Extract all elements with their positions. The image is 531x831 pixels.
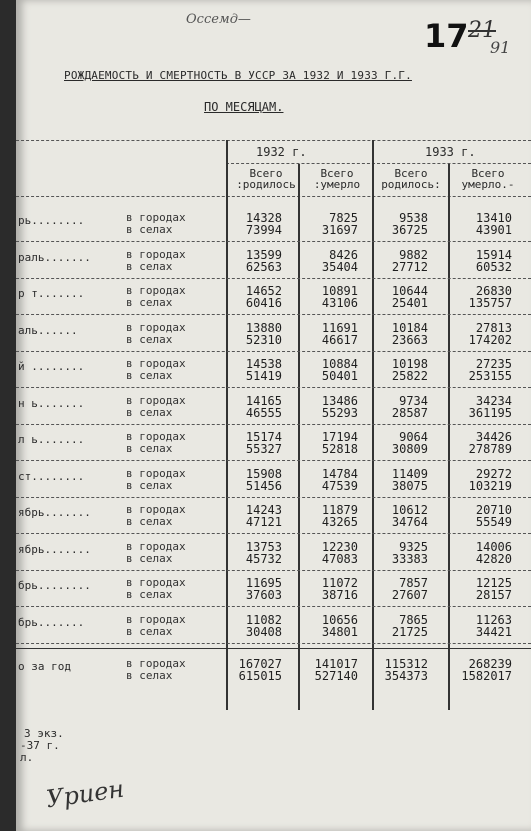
value-rural: 278789: [468, 442, 512, 456]
value-rural: 43901: [475, 223, 512, 237]
row-rule: [16, 241, 531, 242]
value-urban: 14652: [245, 284, 282, 298]
value-rural: 361195: [468, 405, 512, 420]
rural-label: в селах: [126, 332, 173, 346]
value-urban: 14243: [245, 503, 282, 517]
value-urban: 11879: [321, 503, 358, 517]
rural-label: в селах: [126, 259, 173, 273]
urban-label: в городах: [126, 612, 186, 626]
value-urban: 10884: [321, 357, 358, 371]
row-rule: [16, 314, 531, 315]
value-urban: 14328: [245, 211, 282, 225]
header-bottom-rule: [16, 196, 531, 197]
rural-label: в селах: [126, 223, 173, 236]
value-urban: 15174: [245, 430, 282, 444]
row-rule: [16, 460, 531, 461]
value-rural: 52310: [245, 332, 282, 347]
struck-sheet-number: 21: [468, 18, 496, 43]
row-rule: [16, 533, 531, 534]
value-urban: 12230: [321, 539, 358, 554]
value-rural: 55293: [321, 405, 358, 420]
value-urban: 10612: [391, 503, 428, 517]
document-title: РОЖДАЕМОСТЬ И СМЕРТНОСТЬ В УССР ЗА 1932 И 1933 Г.Г.: [64, 69, 412, 82]
value-rural: 50401: [321, 369, 358, 383]
value-urban: 14784: [321, 466, 358, 481]
value-rural: 21725: [391, 624, 428, 639]
value-rural: 45732: [245, 551, 282, 566]
value-rural: 73994: [245, 223, 282, 237]
value-rural: 52818: [321, 442, 358, 456]
urban-label: в городах: [126, 430, 186, 443]
value-urban: 15908: [245, 466, 282, 481]
value-rural: 174202: [468, 332, 512, 347]
rural-label: в селах: [126, 515, 173, 528]
value-rural: 34764: [391, 515, 428, 529]
value-urban: 27235: [475, 357, 512, 371]
value-rural: 33383: [391, 551, 428, 566]
value-urban: 10644: [391, 284, 428, 298]
value-rural: 25401: [391, 296, 428, 310]
value-urban: 11072: [321, 576, 358, 590]
value-rural: 30809: [391, 442, 428, 456]
urban-label: в городах: [126, 657, 186, 670]
value-rural: 37603: [245, 588, 282, 602]
month-label: л ь.......: [18, 433, 85, 446]
month-label: й ........: [18, 360, 85, 373]
value-rural: 31697: [321, 223, 358, 237]
value-urban: 9325: [399, 539, 428, 554]
value-rural: 55327: [245, 442, 282, 456]
urban-label: в городах: [126, 320, 186, 334]
value-urban: 167027: [238, 657, 282, 671]
year-1932: 1932 г.: [256, 145, 307, 159]
value-urban: 13753: [245, 539, 282, 554]
old-sheet-number: 91: [490, 38, 511, 57]
archive-page: [16, 0, 531, 831]
year-rule: [226, 163, 531, 164]
month-label: р т.......: [18, 287, 85, 300]
value-rural: 354373: [384, 669, 428, 683]
value-urban: 27813: [475, 320, 512, 335]
rural-label: в селах: [126, 369, 173, 382]
month-label: о за год: [18, 660, 71, 673]
value-urban: 9064: [399, 430, 428, 444]
rural-label: в селах: [126, 296, 173, 309]
value-urban: 11695: [245, 576, 282, 590]
month-label: ст........: [18, 469, 85, 483]
value-rural: 35404: [321, 259, 358, 274]
value-rural: 46555: [245, 405, 282, 420]
footer-line: 3 экз.: [24, 727, 64, 740]
col-header-deaths-1932: Всего :умерло: [313, 167, 361, 191]
value-urban: 10184: [391, 320, 428, 335]
value-rural: 103219: [468, 478, 512, 493]
rural-label: в селах: [126, 442, 173, 455]
signature: Уриен: [44, 774, 126, 814]
value-urban: 13486: [321, 393, 358, 408]
value-rural: 51419: [245, 369, 282, 383]
value-urban: 11691: [321, 320, 358, 335]
value-urban: 11409: [391, 466, 428, 481]
table-top-rule: [16, 140, 531, 141]
value-urban: 10198: [391, 357, 428, 371]
urban-label: в городах: [126, 393, 186, 407]
value-urban: 11263: [475, 612, 512, 627]
value-urban: 13880: [245, 320, 282, 335]
value-urban: 8426: [329, 247, 358, 262]
urban-label: в городах: [126, 211, 186, 224]
value-rural: 27712: [391, 259, 428, 274]
footer-line: -37 г.: [20, 739, 60, 752]
month-label: брь........: [18, 579, 91, 592]
value-rural: 55549: [475, 515, 512, 529]
row-rule: [16, 643, 531, 644]
urban-label: в городах: [126, 357, 186, 370]
value-urban: 34234: [475, 393, 512, 408]
document-subtitle: ПО МЕСЯЦАМ.: [204, 100, 284, 114]
value-rural: 47083: [321, 551, 358, 566]
value-rural: 27607: [391, 588, 428, 602]
value-urban: 13599: [245, 247, 282, 262]
value-rural: 62563: [245, 259, 282, 274]
sheet-number-stamp: 17: [424, 17, 469, 55]
value-rural: 38716: [321, 588, 358, 602]
total-top-rule: [16, 648, 531, 649]
value-rural: 36725: [391, 223, 428, 237]
urban-label: в городах: [126, 539, 186, 553]
value-rural: 38075: [391, 478, 428, 493]
value-rural: 60416: [245, 296, 282, 310]
value-urban: 34426: [475, 430, 512, 444]
value-urban: 7857: [399, 576, 428, 590]
value-rural: 135757: [468, 296, 512, 310]
value-urban: 10891: [321, 284, 358, 298]
value-rural: 47539: [321, 478, 358, 493]
urban-label: в городах: [126, 503, 186, 516]
footer-line: л.: [20, 751, 34, 764]
value-rural: 25822: [391, 369, 428, 383]
value-rural: 43265: [321, 515, 358, 529]
rural-label: в селах: [126, 551, 173, 565]
value-urban: 115312: [384, 657, 428, 671]
month-label: ябрь.......: [18, 542, 91, 556]
row-rule: [16, 351, 531, 352]
value-urban: 14165: [245, 393, 282, 408]
month-label: аль......: [18, 323, 78, 337]
rural-label: в селах: [126, 624, 173, 638]
month-label: ябрь.......: [18, 506, 91, 519]
value-rural: 34421: [475, 624, 512, 639]
urban-label: в городах: [126, 466, 186, 480]
value-urban: 12125: [475, 576, 512, 590]
rural-label: в селах: [126, 405, 173, 419]
col-header-births-1933: Всего родилось:: [381, 167, 441, 191]
rural-label: в селах: [126, 588, 173, 601]
value-urban: 26830: [475, 284, 512, 298]
value-rural: 46617: [321, 332, 358, 347]
col-header-deaths-1933: Всего умерло.-: [461, 167, 515, 191]
value-urban: 10656: [321, 612, 358, 627]
urban-label: в городах: [126, 247, 186, 261]
value-urban: 14538: [245, 357, 282, 371]
year-1933: 1933 г.: [425, 145, 476, 159]
value-rural: 34801: [321, 624, 358, 639]
row-rule: [16, 570, 531, 571]
value-urban: 7865: [399, 612, 428, 627]
urban-label: в городах: [126, 576, 186, 589]
value-urban: 9538: [399, 211, 428, 225]
row-rule: [16, 606, 531, 607]
value-urban: 17194: [321, 430, 358, 444]
value-urban: 11082: [245, 612, 282, 627]
urban-label: в городах: [126, 284, 186, 297]
handwritten-note: Оссемд—: [186, 12, 251, 27]
value-rural: 51456: [245, 478, 282, 493]
month-label: брь.......: [18, 615, 85, 629]
value-rural: 253155: [468, 369, 512, 383]
value-rural: 30408: [245, 624, 282, 639]
value-rural: 28587: [391, 405, 428, 420]
month-label: рь........: [18, 214, 85, 227]
value-rural: 1582017: [461, 669, 512, 683]
row-rule: [16, 424, 531, 425]
value-urban: 15914: [475, 247, 512, 262]
value-rural: 43106: [321, 296, 358, 310]
row-rule: [16, 387, 531, 388]
value-urban: 29272: [475, 466, 512, 481]
value-rural: 42820: [475, 551, 512, 566]
month-label: н ь.......: [18, 396, 85, 410]
value-rural: 28157: [475, 588, 512, 602]
value-urban: 9734: [399, 393, 428, 408]
value-urban: 20710: [475, 503, 512, 517]
value-rural: 60532: [475, 259, 512, 274]
value-urban: 268239: [468, 657, 512, 671]
rural-label: в селах: [126, 669, 173, 682]
value-rural: 527140: [314, 669, 358, 683]
value-rural: 47121: [245, 515, 282, 529]
rural-label: в селах: [126, 478, 173, 492]
month-label: раль.......: [18, 250, 91, 264]
value-urban: 14006: [475, 539, 512, 554]
value-rural: 23663: [391, 332, 428, 347]
col-header-births-1932: Всего :родилось: [236, 167, 296, 191]
value-urban: 13410: [475, 211, 512, 225]
value-urban: 9882: [399, 247, 428, 262]
value-urban: 7825: [329, 211, 358, 225]
row-rule: [16, 497, 531, 498]
value-rural: 615015: [238, 669, 282, 683]
row-rule: [16, 278, 531, 279]
value-urban: 141017: [314, 657, 358, 671]
